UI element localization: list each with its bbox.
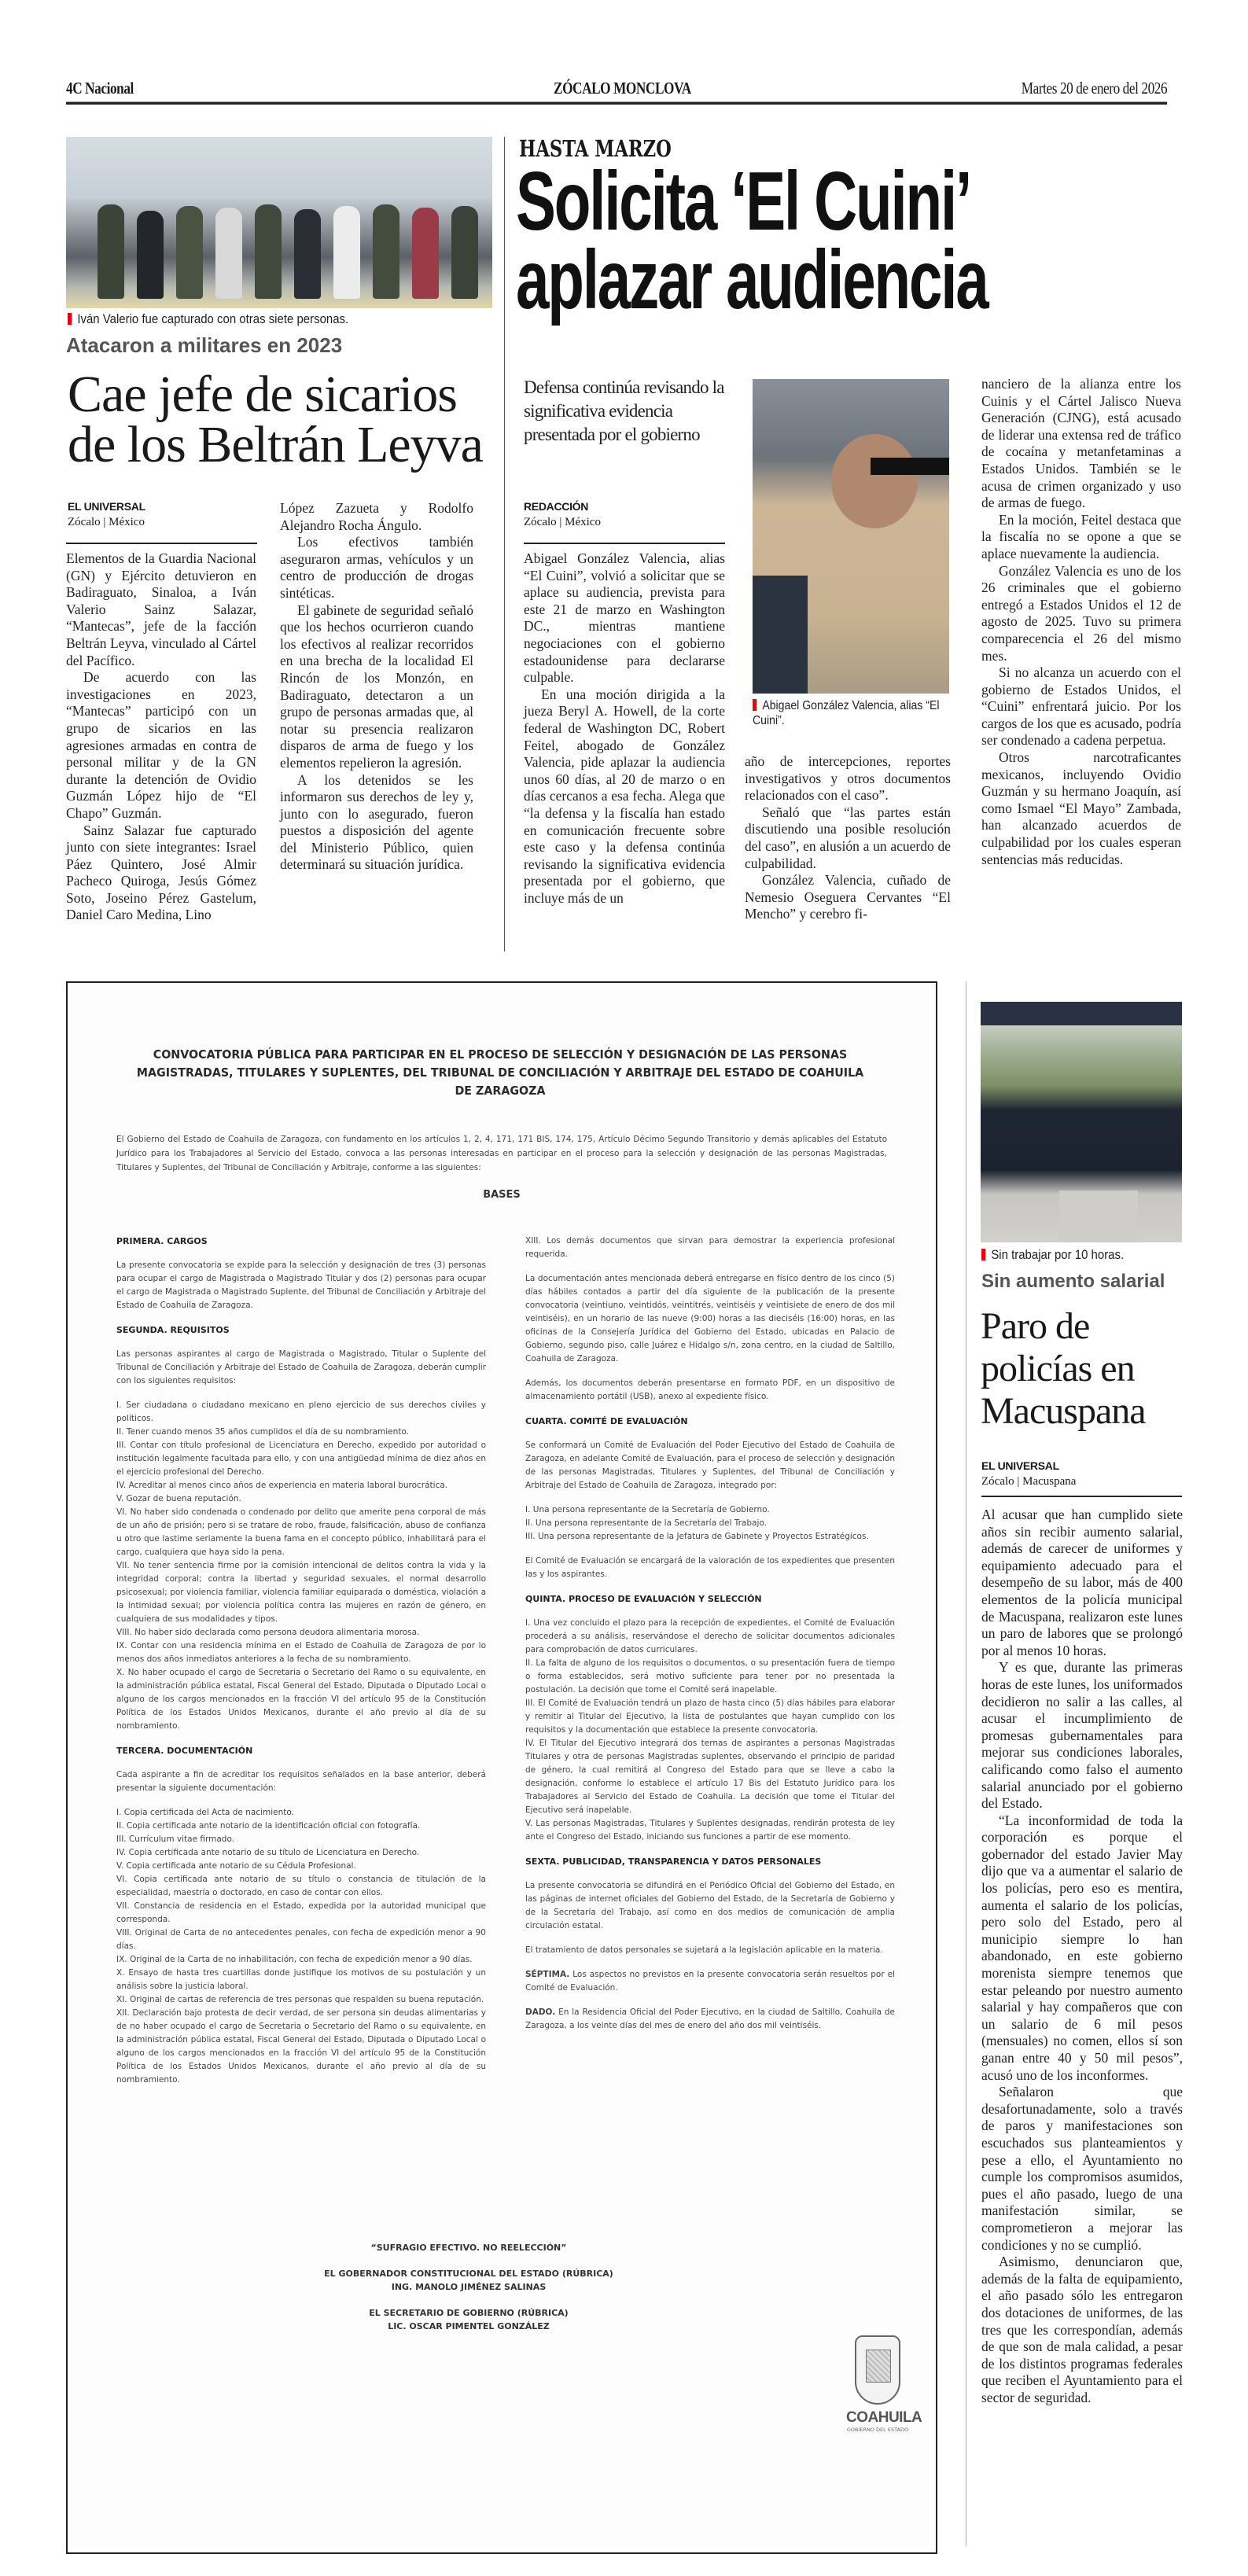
byline — [68, 500, 145, 529]
list-item: II. Tener cuando menos 35 años cumplidos el día de su nombramiento. — [116, 1427, 409, 1437]
section-heading: TERCERA. DOCUMENTACIÓN — [116, 1746, 253, 1756]
person-figure — [255, 204, 282, 299]
article-deck: Defensa continúa revisando la significativa evidencia presentada por el gobierno — [524, 377, 724, 444]
list-item: VI. No haber sido condenada o condenado por delito que amerite pena corporal de más de un año de prisión; pero si se tratare de robo, fraude, falsificación, abuso de confianza u otro que lastime seriamente la buena fama en el concepto público, inhabilitará para el cargo, cualquiera que haya sido la pena. — [116, 1507, 486, 1557]
headline-line: Cae jefe de sicarios — [68, 366, 457, 423]
paragraph — [525, 1968, 895, 1995]
signature-block — [304, 2267, 634, 2294]
byline-location: Zócalo | Macuspana — [981, 1475, 1077, 1488]
paragraph: Sainz Salazar fue capturado junto con siete integrantes: Israel Páez Quintero, José Almir Pacheco Quiroga, Jesús Gómez Soto, Joseino Pérez Gastelum, Daniel Caro Medina, Lino — [66, 822, 256, 923]
list-item: VI. Copia certificada ante notario de su título o constancia de titulación de la especialidad, maestría o doctorado, en caso de contar con ellos. — [116, 1875, 486, 1897]
section-heading: PRIMERA. CARGOS — [116, 1236, 208, 1246]
section-heading: QUINTA. PROCESO DE EVALUACIÓN Y SELECCIÓN — [525, 1594, 762, 1604]
documents-list — [116, 1806, 486, 2087]
troops-photo — [66, 137, 492, 308]
person-figure — [373, 204, 399, 299]
list-item: V. Gozar de buena reputación. — [116, 1494, 241, 1503]
notice-column-right — [525, 1235, 895, 2044]
page-header — [66, 79, 1167, 104]
censor-bar — [871, 458, 949, 475]
paragraph: La documentación antes mencionada deberá entregarse en físico dentro de los cinco (5) días hábiles contados a partir del día siguiente de la publicación de la presente convocatoria (veintiuno, veintidós, veintitrés, veintiséis y veintisiete de enero de dos mil veintiséis), en un horario de las nueve (9:00) horas a las dieciséis (16:00) horas, en las oficinas de la Consejería Jurídica del Gobierno del Estado, ubicadas en Palacio de Gobierno, segundo piso, calle Juárez e Hidalgo s/n, zona centro, en la ciudad de Saltillo, Coahuila de Zaragoza. — [525, 1274, 895, 1363]
logo-subtitle: GOBIERNO DEL ESTADO — [846, 2427, 909, 2433]
signer-role: EL SECRETARIO DE GOBIERNO (RÚBRICA) — [369, 2308, 569, 2318]
article-kicker: Atacaron a militares en 2023 — [66, 333, 343, 357]
list-item: III. Una persona representante de la Jefatura de Gabinete y Proyectos Estratégicos. — [525, 1532, 869, 1541]
person-figure — [98, 204, 124, 299]
motto: “SUFRAGIO EFECTIVO. NO REELECCIÓN” — [370, 2243, 567, 2253]
list-item: VII. Constancia de residencia en el Estado, expedida por la autoridad municipal que corresponda. — [116, 1901, 486, 1924]
paragraph: Se conformará un Comité de Evaluación del Poder Ejecutivo del Estado de Coahuila de Zaragoza, en adelante Comité de Evaluación, para el proceso de selección y designación de las personas Magistradas, Titulares y Suplentes, del Tribunal de Conciliación y Arbitraje del Estado de Coahuila de Zaragoza, integrado por: — [525, 1441, 895, 1490]
headline-line: Paro de — [981, 1305, 1090, 1347]
article-kicker: Sin aumento salarial — [981, 1271, 1165, 1292]
byline — [981, 1459, 1076, 1489]
list-item: I. Una vez concluido el plazo para la recepción de expedientes, el Comité de Evaluación procederá a su análisis, reservándose el derecho de solicitar documentos adicionales para comprobación de datos curriculares. — [525, 1618, 895, 1654]
article-column — [745, 753, 951, 923]
list-item: IV. Copia certificada ante notario de su título de Licenciatura en Derecho. — [116, 1848, 420, 1857]
article-column — [280, 500, 473, 874]
column-divider — [504, 137, 505, 951]
person-figure — [215, 208, 242, 299]
paragraph-text: Los aspectos no previstos en la presente convocatoria serán resueltos por el Comité de Evaluación. — [525, 1970, 895, 1993]
walkway — [1059, 1190, 1138, 1242]
byline — [524, 500, 601, 529]
paragraph: En la moción, Feitel destaca que la fiscalía no se opone a que se aplace nuevamente la audiencia. — [981, 511, 1181, 561]
paragraph: Otros narcotraficantes mexicanos, incluyendo Ovidio Guzmán y su hermano Joaquín, así como Ismael “El Mayo” Zambada, han alcanzado acuerdos de culpabilidad por los cuales esperan sentencias más reducidas. — [981, 749, 1181, 867]
list-item: VIII. No haber sido declarada como persona deudora alimentaria morosa. — [116, 1628, 420, 1637]
paragraph: XIII. Los demás documentos que sirvan para demostrar la experiencia profesional requerida. — [525, 1236, 895, 1259]
notice-column-left — [116, 1235, 486, 2098]
list-item: I. Ser ciudadana o ciudadano mexicano en pleno ejercicio de sus derechos civiles y políticos. — [116, 1400, 486, 1423]
section-label: 4C Nacional — [66, 79, 134, 98]
list-item: XI. Original de cartas de referencia de tres personas que respalden su buena reputación. — [116, 1995, 484, 2004]
section-heading: CUARTA. COMITÉ DE EVALUACIÓN — [525, 1416, 688, 1426]
paragraph: El gabinete de seguridad señaló que los hechos ocurrieron cuando los efectivos al realizar recorridos en una brecha de la localidad El Rincón de los Monzón, en Badiraguato, detectaron a un grupo de personas armadas que, al notar su presencia realizaron disparos de arma de fuego y los elementos repelieron la agresión. — [280, 602, 473, 771]
paragraph: Señaló que “las partes están discutiendo una posible resolución del caso”, en alusión a un acuerdo de culpabilidad. — [745, 804, 951, 871]
paragraph: Si no alcanza un acuerdo con el gobierno de Estados Unidos, el “Cuini” enfrentará juicio. Por los cargos de los que es acusado, podría ser condenado a cadena perpetua. — [981, 664, 1181, 749]
person-figure — [451, 206, 478, 299]
paragraph: nanciero de la alianza entre los Cuinis y el Cártel Jalisco Nueva Generación (CJNG), está acusado de liderar una extensa red de tráfico de cocaína y metanfetaminas a Estados Unidos. También se le acusa de crimen organizado y uso de armas de fuego. — [981, 376, 1181, 511]
paragraph: La presente convocatoria se expide para la selección y designación de tres (3) personas para ocupar el cargo de Magistrada o Magistrado Titular y dos (2) personas para ocupar el cargo de Magistrada o Magistrado Suplente, del Tribunal de Conciliación y Arbitraje del Estado de Coahuila de Zaragoza. — [116, 1260, 487, 1310]
list-item: V. Copia certificada ante notario de su Cédula Profesional. — [116, 1861, 356, 1871]
header-rule — [66, 101, 1167, 105]
list-item: III. El Comité de Evaluación tendrá un plazo de hasta cinco (5) días hábiles para elaborar y remitir al Titular del Ejecutivo, la lista de postulantes que hayan cumplido con los requisitos y la documentación que establece la presente convocatoria. — [525, 1698, 895, 1735]
paragraph: En una moción dirigida a la jueza Beryl A. Howell, de la corte federal de Washington DC, Robert Feitel, abogado de González Valencia, pide aplazar la audiencia unos 60 días, al 20 de marzo o en días cercanos a esa fecha. Alega que “la defensa y la fiscalía han estado en comunicación frecuente sobre este caso y la defensa continúa revisando la significativa evidencia presentada por el gobierno, que incluye más de un — [524, 686, 725, 906]
article-column — [981, 376, 1181, 868]
paragraph: González Valencia es uno de los 26 criminales que el gobierno entregó a Estados Unidos el 12 de agosto de 2025. Tuvo su primera comparecencia el 26 del mismo mes. — [981, 562, 1181, 664]
paragraph-text: En la Residencia Oficial del Poder Ejecutivo, en la ciudad de Saltillo, Coahuila de Zaragoza, a los veinte días del mes de enero del año dos mil veintiséis. — [525, 2007, 895, 2030]
section-heading: SEXTA. PUBLICIDAD, TRANSPARENCIA Y DATOS PERSONALES — [525, 1857, 822, 1867]
process-list — [525, 1617, 895, 1844]
list-item: X. No haber ocupado el cargo de Secretaria o Secretario del Ramo o su equivalente, en la administración pública estatal, Fiscal General del Estado, Diputada o Diputado Local o alguno de los cargos mencionados en la fracción VI del artículo 95 de la Constitución Política de los Estados Unidos Mexicanos, durante el año previo al día de su nombramiento. — [116, 1668, 486, 1731]
notice-bases-heading: BASES — [483, 1189, 521, 1201]
headline-line: Macuspana — [981, 1390, 1146, 1432]
paragraph: Los efectivos también aseguraron armas, vehículos y un centro de producción de drogas sintéticas. — [280, 534, 473, 601]
headline-line: Solicita ‘El Cuini’ — [516, 155, 971, 248]
list-item: VIII. Original de Carta de no antecedentes penales, con fecha de expedición menor a 90 días. — [116, 1928, 486, 1951]
paragraph: Además, los documentos deberán presentarse en formato PDF, en un dispositivo de almacenamiento portátil (USB), anexo al expediente físico. — [525, 1378, 895, 1401]
byline-source: REDACCIÓN — [524, 500, 589, 513]
article-column — [66, 550, 256, 924]
list-item: XII. Declaración bajo protesta de decir verdad, de ser persona sin deudas alimentarias y de no haber ocupado el cargo de Secretaria o Secretario del Ramo o su equivalente, en la administración pública estatal, Fiscal General del Estado, Diputada o Diputado Local o alguno de los cargos mencionados en la fracción VI del artículo 95 de la Constitución Política de los Estados Unidos Mexicanos, durante el año previo al día de su nombramiento. — [116, 2008, 486, 2085]
headline-line: de los Beltrán Leyva — [68, 416, 483, 473]
list-item: IV. El Titular del Ejecutivo integrará dos ternas de aspirantes a personas Magistradas Titulares y otra de personas Magistradas suplentes, observando el principio de paridad de género, la cual remitirá al Congreso del Estado para que se lleve a cabo la designación, conforme lo establece el artículo 17 Bis del Estatuto Jurídico para los Trabajadores al Servicio del Estado de Coahuila. La decisión que tome el Titular del Ejecutivo será inapelable. — [525, 1739, 895, 1815]
photo-caption: Abigael González Valencia, alias “El Cuini”. — [753, 698, 953, 728]
person-figure — [333, 206, 360, 299]
person-figure — [412, 208, 439, 299]
signer-role: EL GOBERNADOR CONSTITUCIONAL DEL ESTADO (RÚBRICA) — [324, 2269, 613, 2279]
face-shape — [831, 434, 918, 528]
paragraph: Asimismo, denunciaron que, además de la falta de equipamiento, el año pasado sólo les entregaron dos dotaciones de uniformes, de las tres que les correspondían, además de que son de mala calidad, a pesar de los distintos programas federales que reciben el Ayuntamiento para el sector de seguridad. — [981, 2254, 1183, 2405]
canopy-roof — [981, 1002, 1182, 1025]
paragraph: González Valencia, cuñado de Nemesio Oseguera Cervantes “El Mencho” y cerebro fi- — [745, 872, 951, 922]
paragraph: Cada aspirante a fin de acreditar los requisitos señalados en la base anterior, deberá presentar la siguiente documentación: — [116, 1770, 486, 1793]
list-item: IV. Acreditar al menos cinco años de experiencia en materia laboral burocrática. — [116, 1481, 448, 1490]
list-item: I. Una persona representante de la Secretaría de Gobierno. — [525, 1505, 770, 1514]
signature-block — [304, 2306, 634, 2333]
issue-date: Martes 20 de enero del 2026 — [1021, 79, 1167, 98]
signer-name: ING. MANOLO JIMÉNEZ SALINAS — [391, 2282, 547, 2292]
section-heading: SEGUNDA. REQUISITOS — [116, 1325, 230, 1335]
article-column — [981, 1507, 1183, 2406]
logo-name: COAHUILA — [846, 2409, 922, 2426]
signatures — [304, 2241, 634, 2346]
paragraph: A los detenidos se les informaron sus derechos de ley y, junto con lo asegurado, fueron puestos a disposición del agente del Ministerio Público, quien determinará su situación jurídica. — [280, 771, 473, 873]
person-figure — [294, 209, 321, 299]
paragraph: “La inconformidad de toda la corporación es porque el gobernador del estado Javier May dijo que va a aumentar el salario de los policías, pero eso es mentira, aumenta el salario de los policías, pero solo del Estado, pero al municipio siempre lo han abandonado, en este gobierno morenista siempre tenemos que estar peleando por nuestro aumento salarial y hay compañeros que con un salario de 6 mil pesos (mensuales) no comen, ellos sí son ganan entre 40 y 50 mil pesos”, acusó uno de los inconformes. — [981, 1812, 1183, 2083]
headline-line: aplazar audiencia — [516, 234, 988, 326]
list-item: V. Las personas Magistradas, Titulares y Suplentes designadas, rendirán protesta de ley ante el Congreso del Estado, iniciando sus funciones a partir de ese momento. — [525, 1819, 895, 1842]
paragraph: Al acusar que han cumplido siete años sin recibir aumento salarial, además de carecer de uniformes y equipamiento adecuado para el desempeño de su labor, más de 400 elementos de la policía municipal de Macuspana, realizaron este lunes un paro de labores que se prolongó por al menos 10 horas. — [981, 1507, 1183, 1658]
byline-location: Zócalo | México — [68, 516, 145, 528]
person-figure — [137, 211, 164, 299]
article-headline — [516, 155, 988, 326]
article-column — [524, 550, 725, 907]
byline-source: EL UNIVERSAL — [981, 1459, 1059, 1472]
list-item: III. Contar con título profesional de Licenciatura en Derecho, expedido por autoridad o institución legalmente facultada para ello, y con una antigüedad mínima de diez años en el ejercicio profesional del Derecho. — [116, 1441, 486, 1477]
article-kicker: HASTA MARZO — [519, 135, 672, 162]
paragraph: De acuerdo con las investigaciones en 2023, “Mantecas” participó con un grupo de sicarios en las agresiones armadas en contra de personal militar y de la GN durante la detención de Ovidio Guzmán López hijo de “El Chapo” Guzmán. — [66, 669, 256, 821]
list-item: II. Copia certificada ante notario de la identificación oficial con fotografía. — [116, 1821, 421, 1831]
list-item: IX. Original de la Carta de no inhabilitación, con fecha de expedición menor a 90 días. — [116, 1955, 473, 1964]
cuini-photo — [753, 379, 949, 694]
photo-caption: Iván Valerio fue capturado con otras siete personas. — [68, 311, 348, 327]
coahuila-logo — [846, 2335, 922, 2433]
paragraph: El tratamiento de datos personales se sujetará a la legislación aplicable en la materia. — [525, 1945, 883, 1955]
newspaper-name: ZÓCALO MONCLOVA — [554, 79, 691, 98]
byline-rule — [981, 1496, 1182, 1497]
coat-of-arms-icon — [855, 2335, 900, 2405]
list-item: III. Currículum vitae firmado. — [116, 1834, 235, 1844]
byline-location: Zócalo | México — [524, 516, 601, 528]
police-photo — [981, 1002, 1182, 1242]
byline-rule — [524, 543, 725, 544]
paragraph: López Zazueta y Rodolfo Alejandro Rocha Ángulo. — [280, 500, 473, 533]
list-item: IX. Contar con una residencia mínima en el Estado de Coahuila de Zaragoza de por lo menos dos años inmediatos anteriores a la fecha de su nombramiento. — [116, 1641, 486, 1664]
paragraph — [525, 2006, 895, 2033]
byline-rule — [66, 543, 257, 544]
paragraph: Señalaron que desafortunadamente, solo a través de paros y manifestaciones son escuchados sus planteamientos y pese a ello, el Ayuntamiento no cumple los compromisos asumidos, pues el año pasado, luego de una manifestación similar, se comprometieron a mejorar las condiciones y no se cumplió. — [981, 2084, 1183, 2253]
list-item: X. Ensayo de hasta tres cuartillas donde justifique los motivos de su postulación y un análisis sobre la justicia laboral. — [116, 1968, 486, 1991]
requirements-list — [116, 1399, 486, 1733]
agent-figure — [753, 576, 808, 694]
paragraph: La presente convocatoria se difundirá en el Periódico Oficial del Gobierno del Estado, en las páginas de internet oficiales del Gobierno del Estado, de la Secretaría de Gobierno y de la Secretaría del Trabajo, así como en dos medios de comunicación de amplia circulación estatal. — [525, 1881, 895, 1930]
paragraph: Las personas aspirantes al cargo de Magistrada o Magistrado, Titular o Suplente del Tribunal de Conciliación y Arbitraje del Estado de Coahuila de Zaragoza, deberán cumplir con los siguientes requisitos: — [116, 1349, 486, 1386]
paragraph: El Comité de Evaluación se encargará de la valoración de los expedientes que presenten las y los aspirantes. — [525, 1556, 895, 1579]
notice-title: CONVOCATORIA PÚBLICA PARA PARTICIPAR EN EL PROCESO DE SELECCIÓN Y DESIGNACIÓN DE LAS PERSONAS MAGISTRADAS, TITULARES Y SUPLENTES, DEL TRIBUNAL DE CONCILIACIÓN Y ARBITRAJE DEL ESTADO DE COAHUILA DE ZARAGOZA — [136, 1047, 864, 1098]
section-label: DADO. — [525, 2007, 556, 2017]
signer-name: LIC. OSCAR PIMENTEL GONZÁLEZ — [388, 2321, 550, 2331]
headline-line: policías en — [981, 1348, 1135, 1389]
person-figure — [176, 206, 203, 299]
article-headline — [981, 1305, 1146, 1433]
photo-caption: Sin trabajar por 10 horas. — [981, 1247, 1124, 1263]
paragraph: Abigael González Valencia, alias “El Cuini”, volvió a solicitar que se aplace su audiencia, prevista para este 21 de marzo en Washington DC., mientras mantiene negociaciones con el gobierno estadounidense para declararse culpable. — [524, 550, 725, 686]
paragraph: año de intercepciones, reportes investigativos y otros documentos relacionados con el caso”. — [745, 753, 951, 804]
committee-list — [525, 1503, 895, 1544]
official-notice-ad — [66, 981, 937, 2554]
list-item: I. Copia certificada del Acta de nacimiento. — [116, 1808, 294, 1817]
list-item: II. Una persona representante de la Secretaría del Trabajo. — [525, 1518, 767, 1528]
section-label: SÉPTIMA. — [525, 1970, 570, 1979]
list-item: VII. No tener sentencia firme por la comisión intencional de delitos contra la vida y la integridad corporal; contra la libertad y seguridad sexuales, el normal desarrollo psicosexual; por violencia familiar, violencia familiar equiparada o doméstica, violación a la intimidad sexual; por violencia política contra las mujeres en razón de género, en cualquiera de sus modalidades y tipos. — [116, 1561, 486, 1624]
paragraph: Y es que, durante las primeras horas de este lunes, los uniformados decidieron no salir a las calles, al acusar el incumplimiento de promesas gubernamentales para mejorar sus condiciones laborales, calificando como falso el aumento salarial anunciado por el gobierno del Estado. — [981, 1659, 1183, 1812]
byline-source: EL UNIVERSAL — [68, 500, 145, 513]
article-headline — [68, 366, 483, 473]
notice-intro: El Gobierno del Estado de Coahuila de Zaragoza, con fundamento en los artículos 1, 2, 4, 171, 171 BIS, 174, 175, Artículo Décimo Segundo Transitorio y demás aplicables del Estatuto Jurídico para los Trabajadores al Servicio del Estado, convoca a las personas interesadas en participar en el proceso para la selección y designación de las personas Magistradas, Titulares y Suplentes, del Tribunal de Conciliación y Arbitraje, conforme a las siguientes: — [116, 1135, 887, 1172]
list-item: II. La falta de alguno de los requisitos o documentos, o su presentación fuera de tiempo o forma establecidos, será motivo suficiente para tener por no presentada la postulación. La decisión que tome el Comité será inapelable. — [525, 1658, 895, 1695]
paragraph: Elementos de la Guardia Nacional (GN) y Ejército detuvieron en Badiraguato, Sinaloa, a Iván Valerio Sainz Salazar, “Mantecas”, jefe de la facción Beltrán Leyva, vinculado al Cártel del Pacífico. — [66, 550, 256, 668]
